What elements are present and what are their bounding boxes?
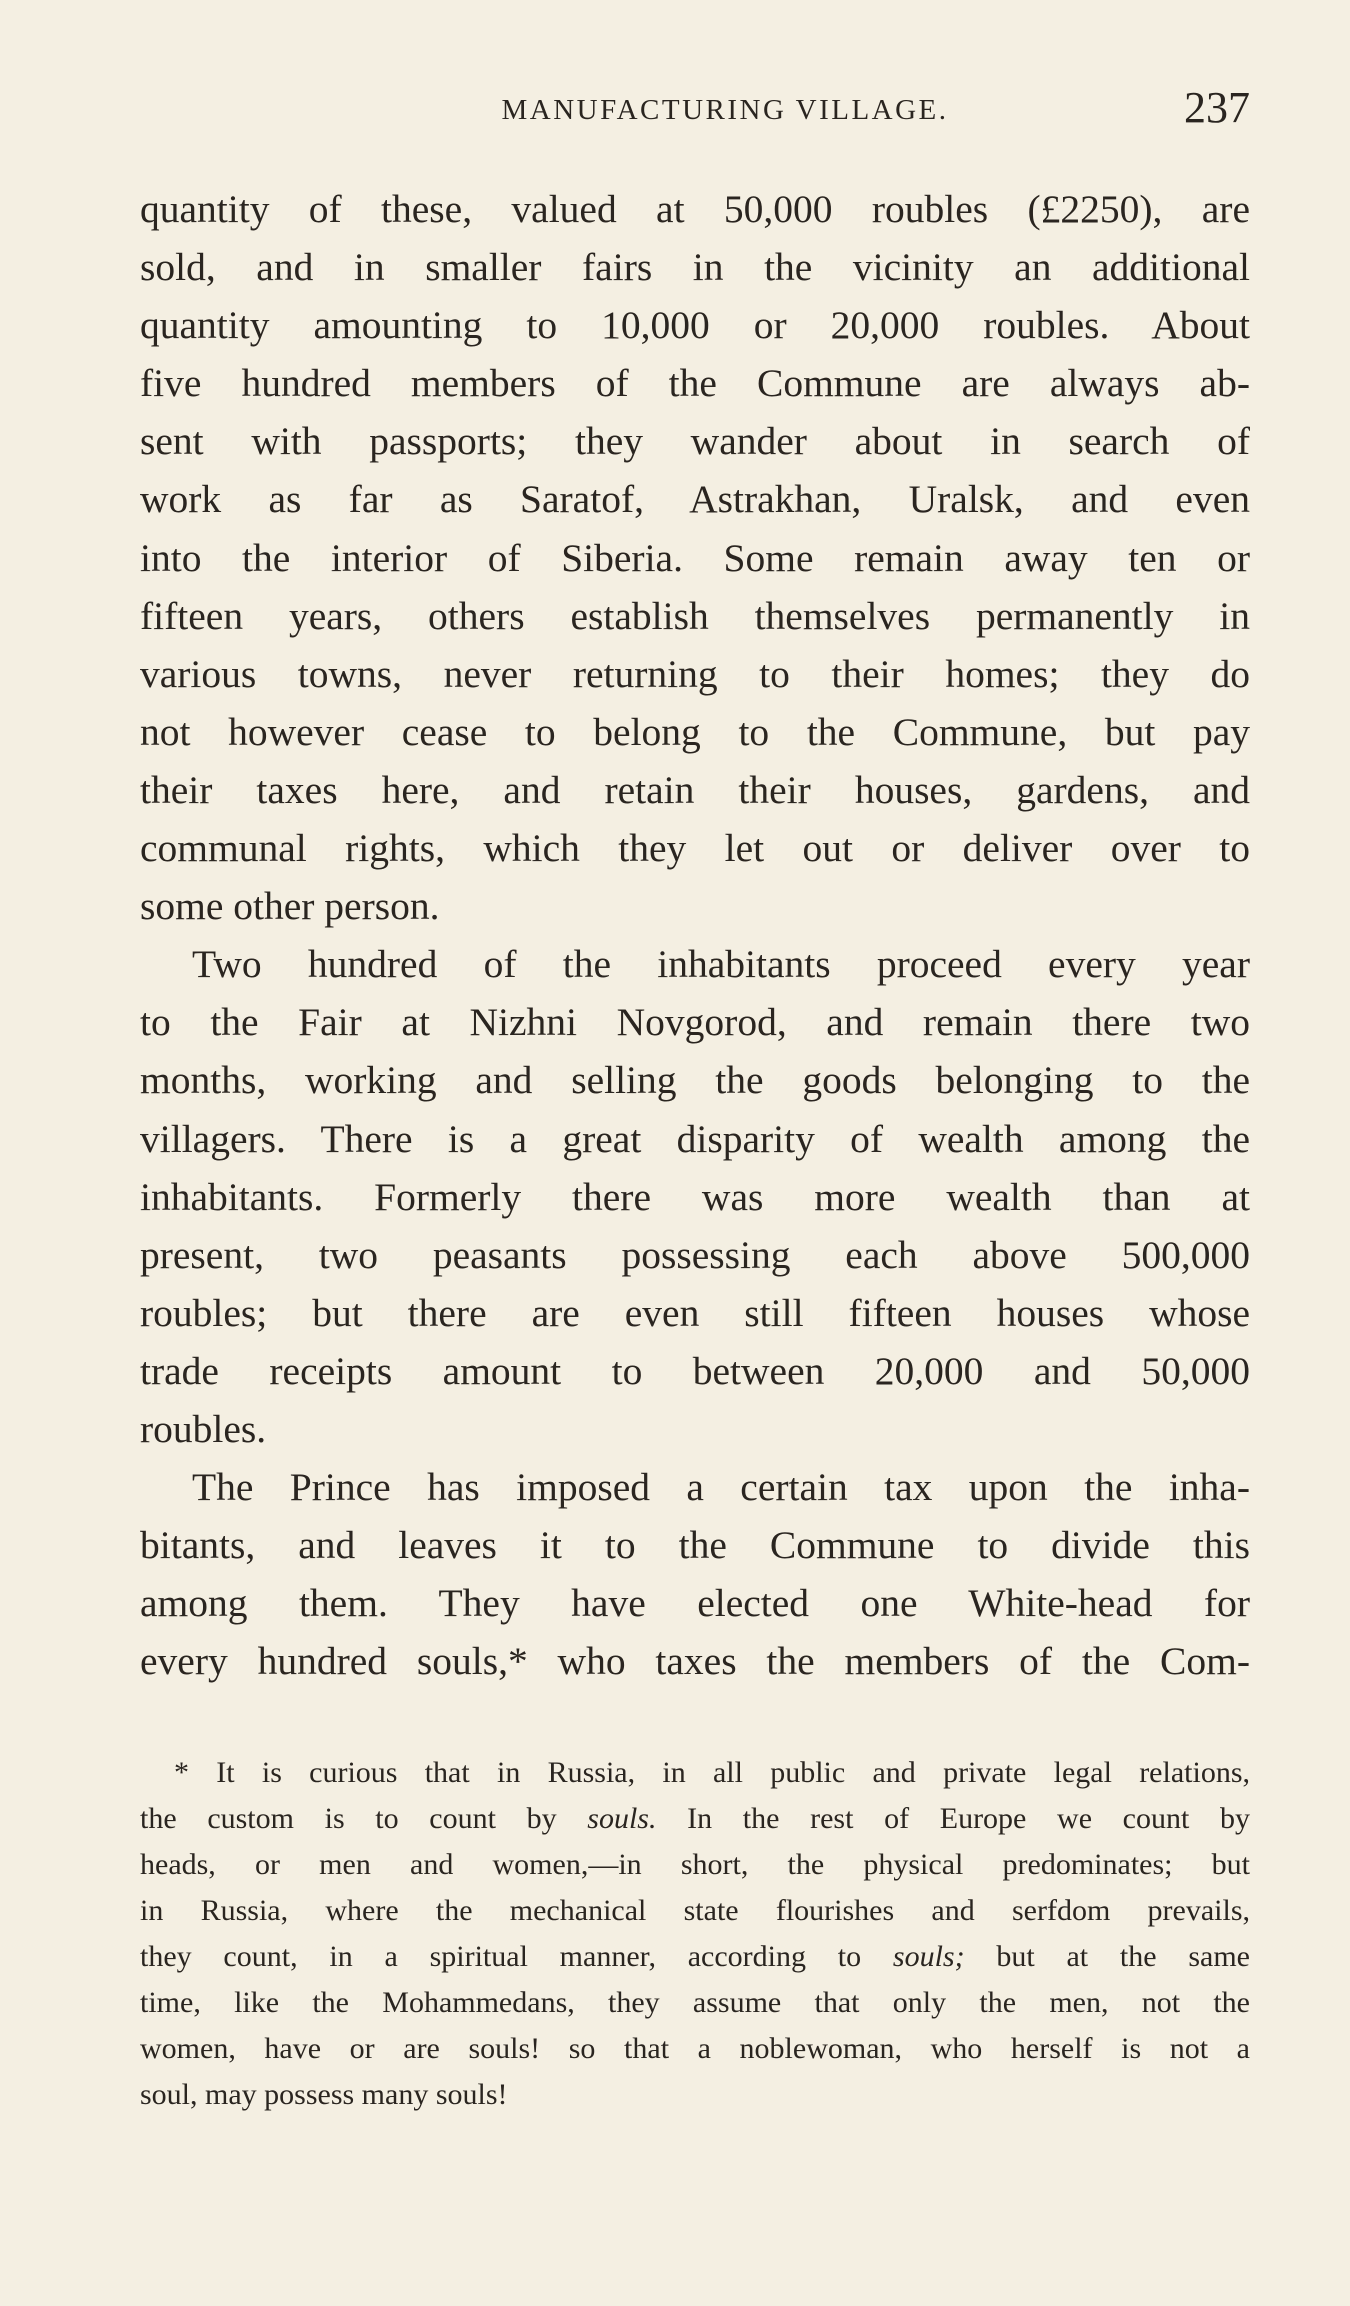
text-line: not however cease to belong to the Commune, but pay: [140, 709, 1250, 754]
text-line: sent with passports; they wander about in search of: [140, 419, 1250, 464]
text-line: quantity of these, valued at 50,000 roubles (£2250), are: [140, 187, 1250, 231]
text-line: quantity amounting to 10,000 or 20,000 roubles. About: [140, 303, 1250, 348]
text-line: months, working and selling the goods belonging to the: [140, 1058, 1250, 1103]
text-line: roubles; but there are even still fifteen houses whose: [140, 1290, 1250, 1335]
paragraph-start-line: The Prince has imposed a certain tax upon the inha-: [192, 1465, 1250, 1510]
footnote-line: * It is curious that in Russia, in all public and private legal relations,: [174, 1756, 1250, 1789]
text-line: communal rights, which they let out or deliver over to: [140, 826, 1250, 871]
footnote-text: but at the same: [964, 1940, 1250, 1973]
text-line: trade receipts amount to between 20,000 and 50,000: [140, 1348, 1250, 1393]
text-line: some other person.: [140, 884, 440, 929]
text-line: among them. They have elected one White-head for: [140, 1581, 1250, 1626]
footnote-text: they count, in a spiritual manner, according to: [140, 1940, 893, 1973]
text-line: present, two peasants possessing each above 500,000: [140, 1232, 1250, 1277]
footnote-line: time, like the Mohammedans, they assume that only the men, not the: [140, 1986, 1250, 2019]
page-number: 237: [1184, 83, 1250, 132]
body-text: [140, 180, 1250, 1690]
text-line: inhabitants. Formerly there was more wealth than at: [140, 1174, 1250, 1219]
footnote-emphasis: souls.: [587, 1802, 657, 1835]
text-line: to the Fair at Nizhni Novgorod, and remain there two: [140, 1000, 1250, 1045]
page-header: [140, 83, 1250, 138]
paragraph-start-line: Two hundred of the inhabitants proceed every year: [192, 942, 1250, 987]
text-line: every hundred souls,* who taxes the members of the Com-: [140, 1639, 1250, 1684]
text-line: into the interior of Siberia. Some remain away ten or: [140, 535, 1250, 580]
footnote-line: heads, or men and women,—in short, the physical predominates; but: [140, 1848, 1250, 1881]
footnote-line: soul, may possess many souls!: [140, 2078, 508, 2111]
footnote-line: [140, 1796, 1250, 1842]
text-line: roubles.: [140, 1406, 267, 1451]
footnote-text: In the rest of Europe we count by: [656, 1802, 1250, 1835]
text-line: sold, and in smaller fairs in the vicinity an additional: [140, 245, 1250, 290]
text-line: various towns, never returning to their homes; they do: [140, 651, 1250, 696]
text-line: their taxes here, and retain their houses, gardens, and: [140, 767, 1250, 812]
footnote-text: the custom is to count by: [140, 1802, 588, 1835]
running-title: MANUFACTURING VILLAGE.: [501, 94, 949, 126]
footnote-line: [140, 1934, 1250, 1980]
text-line: work as far as Saratof, Astrakhan, Uralsk, and even: [140, 477, 1250, 522]
footnote-line: women, have or are souls! so that a noblewoman, who herself is not a: [140, 2032, 1250, 2065]
text-line: bitants, and leaves it to the Commune to divide this: [140, 1523, 1250, 1568]
text-line: fifteen years, others establish themselves permanently in: [140, 593, 1250, 638]
footnote-line: in Russia, where the mechanical state flourishes and serfdom prevails,: [140, 1894, 1250, 1927]
footnote: [140, 1750, 1250, 2118]
text-line: villagers. There is a great disparity of wealth among the: [140, 1116, 1250, 1161]
text-line: five hundred members of the Commune are always ab-: [140, 361, 1250, 406]
footnote-emphasis: souls;: [892, 1940, 965, 1973]
